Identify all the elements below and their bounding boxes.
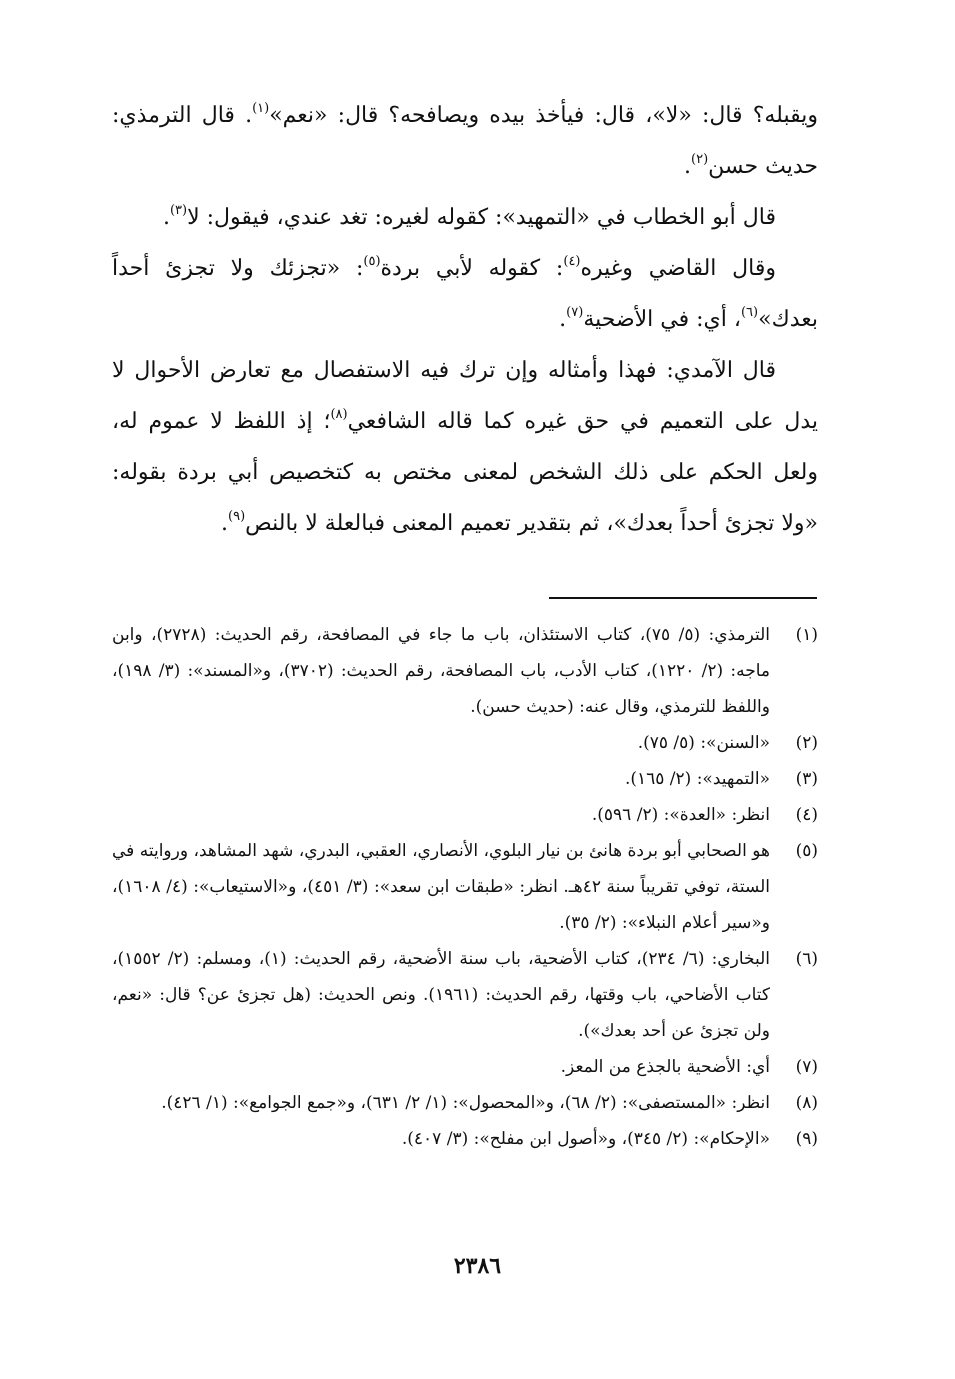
text-run: : كقوله لأبي بردة (380, 256, 564, 281)
footnote-ref: (٢) (691, 152, 709, 167)
footnote-ref: (٤) (563, 254, 581, 269)
text-run: . (559, 307, 567, 332)
footnote-ref: (٥) (363, 254, 381, 269)
text-run: قال الآمدي: فهذا وأمثاله وإن ترك فيه الاستفصال مع تعارض الأحوال لا يدل على التعميم في حق غيره كما قاله الشافعي (112, 358, 818, 434)
footnote-separator (549, 597, 817, 599)
footnote-text: هو الصحابي أبو بردة هانئ بن نيار البلوي، الأنصاري، العقبي، البدري، شهد المشاهد، وروايته في الستة، توفي تقريباً سنة ٤٢هـ. انظر: «طبقات ابن سعد»: (٣/ ٤٥١)، و«الاستيعاب»: (٤/ ١٦٠٨)، و«سير أعلام النبلاء»: (٢/ ٣٥). (112, 841, 771, 933)
footnote-item (112, 797, 818, 833)
footnote-item (112, 761, 818, 797)
page-number: ٢٣٨٦ (453, 1253, 502, 1279)
footnote-item (112, 1085, 818, 1121)
footnote-item (112, 725, 818, 761)
footnote-ref: (٨) (330, 407, 348, 422)
footnote-number: (٨) (795, 1093, 818, 1113)
paragraph-3 (112, 243, 818, 345)
text-run: . (684, 154, 692, 179)
paragraph-4 (112, 345, 818, 549)
footnote-number: (٤) (795, 805, 818, 825)
text-run: . (162, 205, 170, 230)
footnote-item (112, 833, 818, 941)
footnote-number: (٦) (795, 949, 818, 969)
footnote-ref: (٦) (740, 305, 759, 320)
footnote-text: أي: الأضحية بالجذع من المعز. (560, 1057, 770, 1077)
footnote-text: انظر: «المستصفى»: (٢/ ٦٨)، و«المحصول»: (١/ ٢/ ٦٣١)، و«جمع الجوامع»: (١/ ٤٢٦). (161, 1093, 770, 1113)
main-text (112, 90, 818, 549)
text-run: . قال الترمذي: حديث حسن (112, 103, 818, 179)
text-run: وقال القاضي وغيره (580, 256, 776, 281)
footnote-text: الترمذي: (٥/ ٧٥)، كتاب الاستئذان، باب ما جاء في المصافحة، رقم الحديث: (٢٧٢٨)، وابن ماجه: (٢/ ١٢٢٠)، كتاب الأدب، باب المصافحة، رقم الحديث: (٣٧٠٢)، و«المسند»: (٣/ ١٩٨)، واللفظ للترمذي، وقال عنه: (حديث حسن). (112, 625, 770, 717)
footnote-text: «التمهيد»: (٢/ ١٦٥). (624, 769, 770, 789)
footnote-text: «السنن»: (٥/ ٧٥). (637, 733, 770, 753)
footnote-number: (١) (795, 625, 818, 645)
footnote-ref: (٣) (169, 203, 188, 218)
paragraph-1 (112, 90, 818, 192)
footnote-text: «الإحكام»: (٢/ ٣٤٥)، و«أصول ابن مفلح»: (٣/ ٤٠٧). (401, 1129, 770, 1149)
footnote-text: انظر: «العدة»: (٢/ ٥٩٦). (591, 805, 770, 825)
footnote-item (112, 617, 818, 725)
text-run: ، أي: في الأضحية (583, 307, 741, 332)
text-run: : «تجزئك ولا تجزئ أحداً بعدك» (112, 256, 818, 332)
footnote-item (112, 941, 818, 1049)
text-run: ؛ إذ اللفظ لا عموم له، ولعل الحكم على ذلك الشخص لمعنى مختص به كتخصيص أبي بردة بقوله: «ولا تجزئ أحداً بعدك»، ثم بتقدير تعميم المعنى فبالعلة لا بالنص (112, 409, 818, 536)
footnote-number: (٩) (795, 1129, 818, 1149)
footnote-ref: (١) (252, 101, 270, 116)
footnote-ref: (٩) (228, 509, 246, 524)
footnote-ref: (٧) (566, 305, 584, 320)
footnotes (112, 617, 818, 1157)
footnote-text: البخاري: (٦/ ٢٣٤)، كتاب الأضحية، باب سنة الأضحية، رقم الحديث: (١)، ومسلم: (٢/ ١٥٥٢)، كتاب الأضاحي، باب وقتها، رقم الحديث: (١٩٦١). ونص الحديث: (هل تجزئ عن؟ قال: «نعم، ولن تجزئ عن أحد بعدك»). (112, 949, 771, 1041)
footnote-number: (٢) (795, 733, 818, 753)
footnote-number: (٣) (795, 769, 818, 789)
text-run: . (221, 511, 229, 536)
text-run: قال أبو الخطاب في «التمهيد»: كقوله لغيره: تغد عندي، فيقول: لا (187, 205, 776, 230)
footnote-number: (٧) (795, 1057, 818, 1077)
footnote-number: (٥) (795, 841, 818, 861)
footnote-item (112, 1121, 818, 1157)
footnote-item (112, 1049, 818, 1085)
paragraph-2 (112, 192, 818, 243)
text-run: ويقبله؟ قال: «لا»، قال: فيأخذ بيده ويصافحه؟ قال: «نعم» (269, 103, 818, 128)
